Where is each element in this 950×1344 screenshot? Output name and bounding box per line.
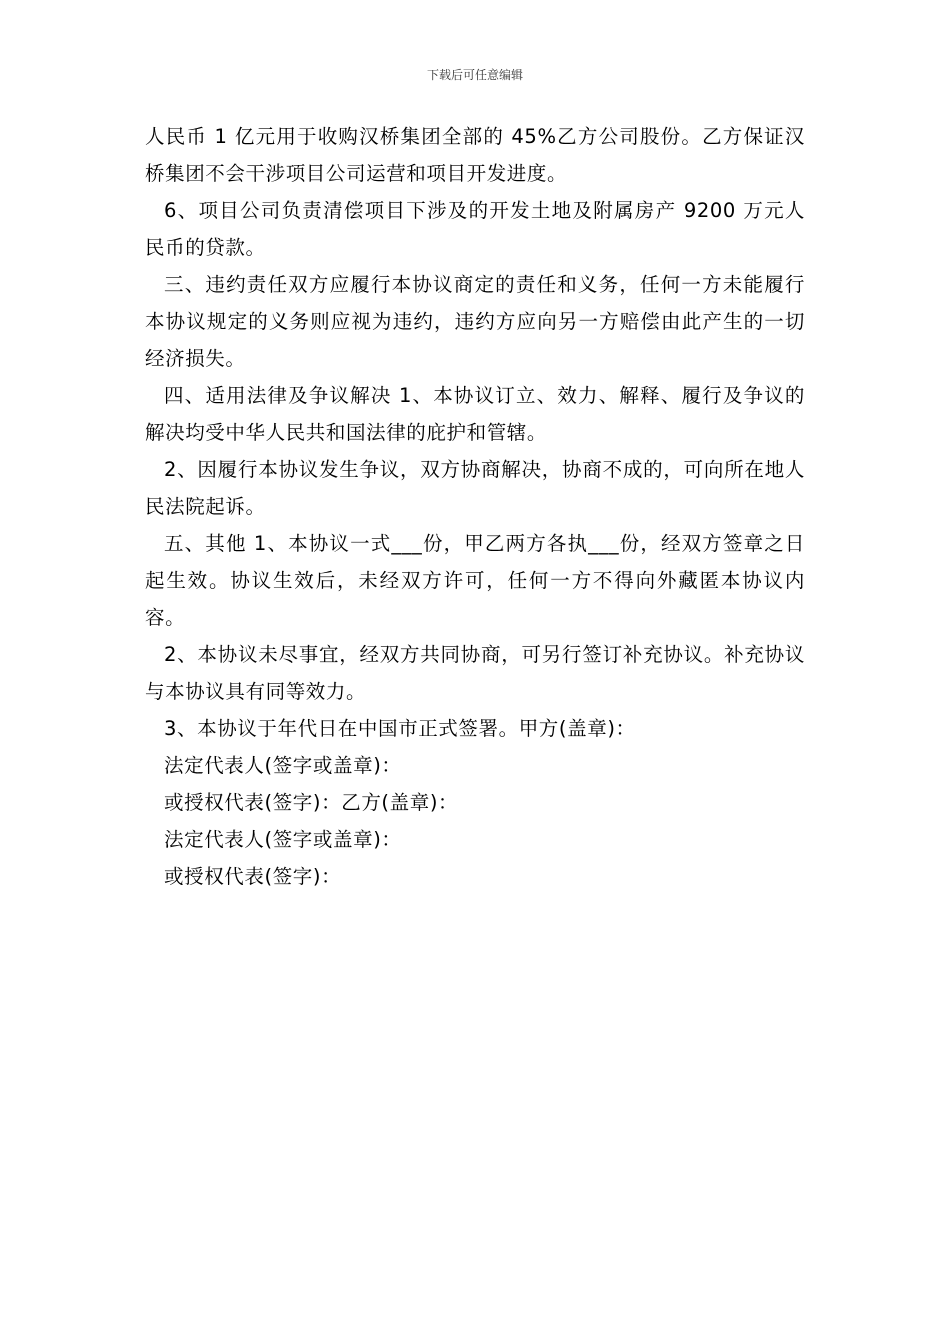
page-header-note: 下载后可任意编辑 <box>426 68 523 82</box>
paragraph-applicable-law: 四、适用法律及争议解决 1、本协议订立、效力、解释、履行及争议的解决均受中华人民共和国法律的庇护和管辖。 <box>145 384 805 444</box>
paragraph-copies-effectiveness: 五、其他 1、本协议一式___份，甲乙两方各执___份，经双方签章之日起生效。协议生效后，未经双方许可，任何一方不得向外藏匿本协议内容。 <box>145 532 805 629</box>
paragraph-share-acquisition: 人民币 1 亿元用于收购汉桥集团全部的 45%乙方公司股份。乙方保证汉桥集团不会干涉项目公司运营和项目开发进度。 <box>145 125 805 185</box>
paragraph-loan-repayment: 6、项目公司负责清偿项目下涉及的开发土地及附属房产 9200 万元人民币的贷款。 <box>145 199 805 259</box>
signature-line-authorized-rep-b: 或授权代表(签字)： <box>164 865 342 888</box>
paragraph-breach-liability: 三、违约责任双方应履行本协议商定的责任和义务，任何一方未能履行本协议规定的义务则应视为违约，违约方应向另一方赔偿由此产生的一切经济损失。 <box>145 273 805 370</box>
signature-line-authorized-rep-a-party-b: 或授权代表(签字)：乙方(盖章)： <box>164 791 459 814</box>
signature-line-legal-rep-a: 法定代表人(签字或盖章)： <box>164 754 402 777</box>
document-body <box>145 118 805 895</box>
paragraph-dispute-resolution: 2、因履行本协议发生争议，双方协商解决，协商不成的，可向所在地人民法院起诉。 <box>145 458 805 518</box>
signature-line-legal-rep-b: 法定代表人(签字或盖章)： <box>164 828 402 851</box>
paragraph-supplementary-agreement: 2、本协议未尽事宜，经双方共同协商，可另行签订补充协议。补充协议与本协议具有同等效力。 <box>145 643 805 703</box>
paragraph-signing-party-a: 3、本协议于年代日在中国市正式签署。甲方(盖章)： <box>164 717 636 740</box>
